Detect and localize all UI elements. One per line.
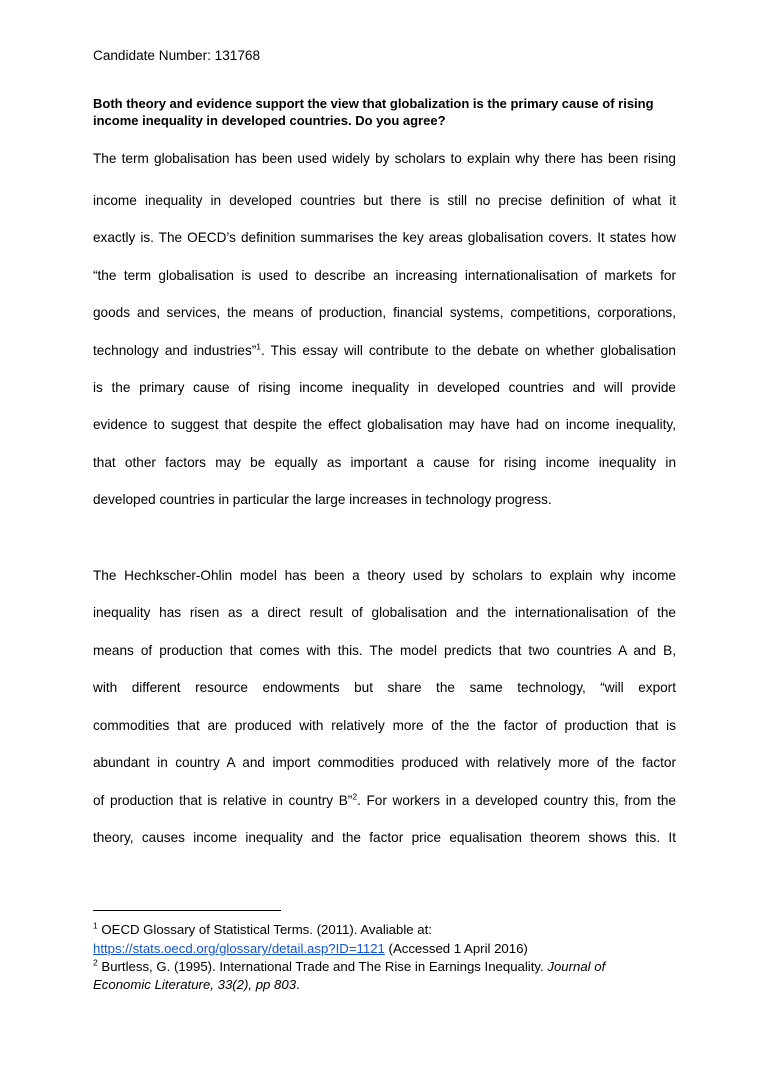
footnote-1-accessed: (Accessed 1 April 2016) (384, 941, 528, 956)
footnote-ref-1: 1 (256, 341, 262, 352)
para1-line-9: that other factors may be equally as important a cause for rising income inequality in (93, 455, 676, 470)
footnote-1-text: OECD Glossary of Statistical Terms. (2011). Avaliable at: (97, 922, 432, 937)
para1-line-1: The term globalisation has been used widely by scholars to explain why there has been rising (93, 151, 676, 166)
para1-line-4: “the term globalisation is used to describe an increasing internationalisation of markets for (93, 268, 676, 283)
para1-line-6a: technology and industries” (93, 343, 257, 358)
footnote-2-journal-cont: Economic Literature, 33(2), pp 803 (93, 977, 297, 992)
para1-line-10: developed countries in particular the large increases in technology progress. (93, 492, 552, 507)
para1-line-6b: . This essay will contribute to the debate on whether globalisation (261, 343, 676, 358)
footnote-2-end: . (296, 977, 300, 992)
question-line-2: income inequality in developed countries. Do you agree? (93, 113, 446, 128)
footnote-ref-2: 2 (352, 791, 358, 802)
question-line-1: Both theory and evidence support the view that globalization is the primary cause of rising (93, 96, 654, 111)
footnote-2-text: Burtless, G. (1995). International Trade and The Rise in Earnings Inequality. (97, 959, 548, 974)
para2-line-2: inequality has risen as a direct result of globalisation and the internationalisation of the (93, 605, 676, 620)
para2-line-8: theory, causes income inequality and the factor price equalisation theorem shows this. It (93, 830, 676, 845)
footnote-1-line-1 (93, 921, 676, 939)
para2-line-3: means of production that comes with this. The model predicts that two countries A and B, (93, 643, 676, 658)
para2-line-1: The Hechkscher-Ohlin model has been a theory used by scholars to explain why income (93, 568, 676, 583)
footnote-1-number: 1 (93, 920, 98, 931)
footnote-1-line-2 (93, 940, 676, 958)
para2-line-5: commodities that are produced with relatively more of the the factor of production that is (93, 718, 676, 733)
para2-line-6: abundant in country A and import commodities produced with relatively more of the factor (93, 755, 676, 770)
para2-line-7b: . For workers in a developed country this, from the (357, 793, 676, 808)
para2-line-4: with different resource endowments but share the same technology, “will export (93, 680, 676, 695)
para1-line-2: income inequality in developed countries but there is still no precise definition of what it (93, 193, 676, 208)
para1-line-8: evidence to suggest that despite the effect globalisation may have had on income inequality, (93, 417, 676, 432)
para2-line-7a: of production that is relative in country B” (93, 793, 353, 808)
para1-line-5: goods and services, the means of production, financial systems, competitions, corporations, (93, 305, 676, 320)
para2-line-7 (93, 792, 676, 810)
candidate-number: Candidate Number: 131768 (93, 48, 261, 63)
para1-line-3: exactly is. The OECD’s definition summarises the key areas globalisation covers. It states how (93, 230, 676, 245)
footnote-2-number: 2 (93, 957, 98, 968)
footnote-1-link[interactable]: https://stats.oecd.org/glossary/detail.asp?ID=1121 (93, 941, 385, 956)
footnote-divider (93, 910, 281, 911)
footnote-2-journal: Journal of (547, 959, 606, 974)
para1-line-7: is the primary cause of rising income inequality in developed countries and will provide (93, 380, 676, 395)
footnote-2-line-1 (93, 958, 676, 976)
footnote-2-line-2 (93, 976, 676, 994)
para1-line-6 (93, 342, 676, 360)
